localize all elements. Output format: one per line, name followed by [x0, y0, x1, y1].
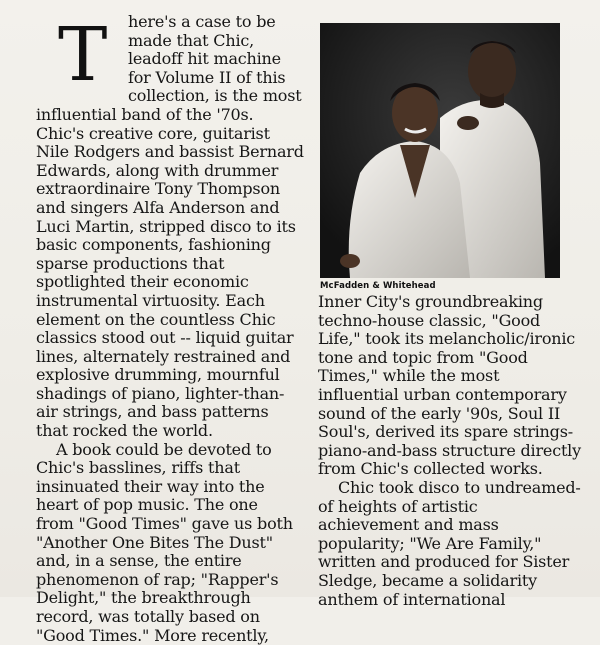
text-line: shadings of piano, lighter-than-: [36, 383, 285, 403]
text-line: basic components, fashioning: [36, 235, 271, 255]
text-line: techno-house classic, "Good: [318, 310, 541, 330]
band-photo: [320, 23, 560, 278]
text-line: Chic's basslines, riffs that: [36, 458, 240, 478]
text-line: here's a case to be: [128, 12, 276, 31]
text-line: for Volume II of this: [128, 67, 286, 87]
text-line: piano-and-bass structure directly: [318, 440, 581, 460]
text-line: insinuated their way into the: [36, 476, 265, 496]
text-line: Life," took its melancholic/ironic: [318, 329, 576, 349]
right-text-column: [318, 293, 588, 609]
text-line: Chic took disco to undreamed-: [338, 477, 581, 497]
text-line: Delight," the breakthrough: [36, 588, 251, 608]
text-line: and, in a sense, the entire: [36, 551, 242, 571]
text-line: from "Good Times" gave us both: [36, 514, 293, 534]
text-line: tone and topic from "Good: [318, 347, 528, 367]
text-line: sparse productions that: [36, 253, 225, 273]
text-line: Luci Martin, stripped disco to its: [36, 216, 296, 236]
text-line: spotlighted their economic: [36, 272, 249, 292]
text-line: sound of the early '90s, Soul II: [318, 403, 561, 423]
text-line: Edwards, along with drummer: [36, 160, 279, 180]
text-line: explosive drumming, mournful: [36, 365, 280, 385]
text-line: lines, alternately restrained and: [36, 346, 291, 366]
text-line: made that Chic,: [128, 30, 255, 50]
text-line: Soul's, derived its spare strings-: [318, 422, 573, 442]
text-line: Chic's creative core, guitarist: [36, 123, 270, 143]
text-line: heart of pop music. The one: [36, 495, 258, 515]
text-line: written and produced for Sister: [318, 552, 570, 572]
text-line: that rocked the world.: [36, 421, 213, 441]
text-line: anthem of international: [318, 589, 506, 609]
text-line: air strings, and bass patterns: [36, 402, 269, 422]
text-line: element on the countless Chic: [36, 309, 276, 329]
photo-illustration: [320, 23, 560, 278]
text-line: Sledge, became a solidarity: [318, 570, 537, 590]
text-line: popularity; "We Are Family,": [318, 533, 542, 553]
text-line: influential band of the '70s.: [36, 104, 254, 124]
text-line: from Chic's collected works.: [318, 459, 543, 479]
text-line: record, was totally based on: [36, 607, 260, 626]
text-line: Inner City's groundbreaking: [318, 292, 543, 311]
text-line: Times," while the most: [318, 366, 500, 386]
text-line: A book could be devoted to: [56, 439, 272, 459]
text-line: "Good Times." More recently,: [36, 625, 269, 645]
text-line: collection, is the most: [128, 86, 302, 106]
photo-caption: McFadden & Whitehead: [320, 281, 436, 291]
text-line: Nile Rodgers and bassist Bernard: [36, 142, 304, 162]
text-line: extraordinaire Tony Thompson: [36, 179, 280, 199]
text-line: influential urban contemporary: [318, 384, 567, 404]
left-text-column: [36, 13, 306, 645]
text-line: phenomenon of rap; "Rapper's: [36, 569, 279, 589]
text-line: "Another One Bites The Dust": [36, 532, 273, 552]
text-line: of heights of artistic: [318, 496, 478, 516]
text-line: classics stood out -- liquid guitar: [36, 328, 294, 348]
text-line: achievement and mass: [318, 515, 499, 535]
drop-cap: T: [58, 12, 108, 98]
text-line: and singers Alfa Anderson and: [36, 197, 280, 217]
text-line: leadoff hit machine: [128, 49, 281, 69]
text-line: instrumental virtuosity. Each: [36, 290, 265, 310]
